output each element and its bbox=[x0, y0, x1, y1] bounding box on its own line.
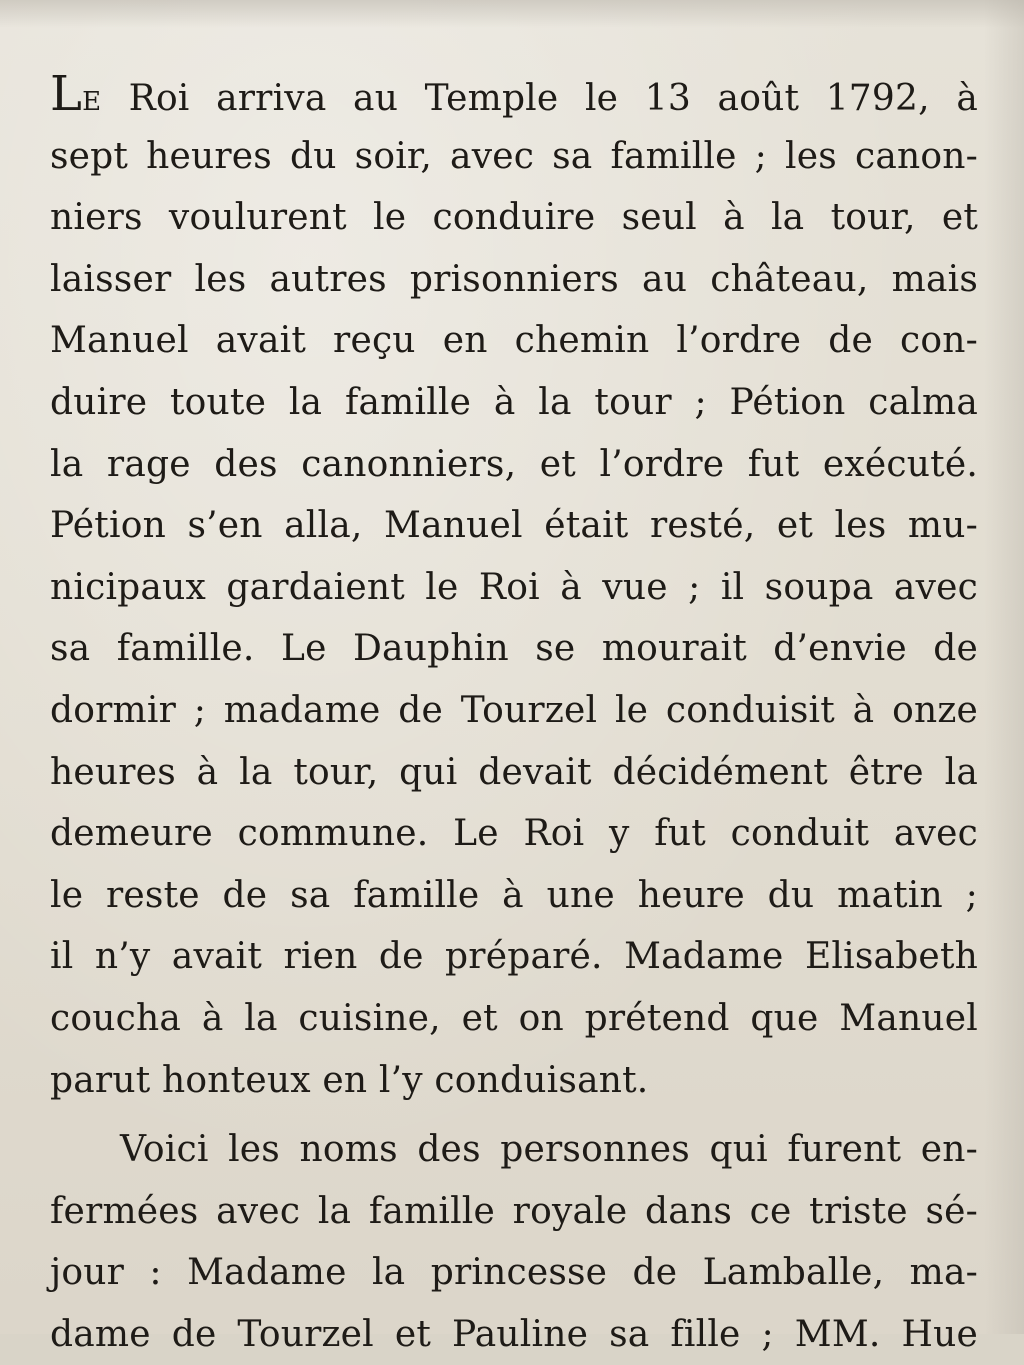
paragraph-1-line-15: il n’y avait rien de préparé. Madame Elisabeth bbox=[50, 936, 978, 978]
paragraph-1-line-6: duire toute la famille à la tour ; Pétion calma bbox=[50, 381, 978, 423]
paragraph-1-line-13: demeure commune. Le Roi y fut conduit avec bbox=[50, 813, 978, 855]
paragraph-1-line-12: heures à la tour, qui devait décidément être la bbox=[50, 751, 978, 793]
page-edge-shadow bbox=[984, 0, 1024, 1334]
paragraph-1-line-14: le reste de sa famille à une heure du matin ; bbox=[50, 874, 978, 916]
paragraph-1-line-9: nicipaux gardaient le Roi à vue ; il soupa avec bbox=[50, 566, 978, 608]
paragraph-2-line-2: fermées avec la famille royale dans ce triste sé- bbox=[50, 1190, 978, 1232]
opening-word bbox=[50, 66, 103, 122]
opening-line-rest: Roi arriva au Temple le 13 août 1792, à bbox=[102, 78, 978, 119]
paragraph-1-line-5: Manuel avait reçu en chemin l’ordre de con- bbox=[50, 320, 978, 362]
paragraph-2-line-3: jour : Madame la princesse de Lamballe, ma- bbox=[50, 1252, 978, 1294]
paragraph-2-line-4: dame de Tourzel et Pauline sa fille ; MM. Hue bbox=[50, 1313, 978, 1355]
paragraph-1-line-7: la rage des canonniers, et l’ordre fut exécuté. bbox=[50, 443, 978, 485]
paragraph-1-line-2: sept heures du soir, avec sa famille ; les canon- bbox=[50, 135, 978, 177]
paragraph-1-line-17: parut honteux en l’y conduisant. bbox=[50, 1059, 649, 1101]
paragraph-1-line-10: sa famille. Le Dauphin se mourait d’envie de bbox=[50, 628, 978, 670]
paragraph-1-line-11: dormir ; madame de Tourzel le conduisit à onze bbox=[50, 689, 978, 731]
paragraph-2-line-1: Voici les noms des personnes qui furent en- bbox=[120, 1129, 978, 1171]
paragraph-1-line-8: Pétion s’en alla, Manuel était resté, et les mu- bbox=[50, 505, 978, 547]
small-caps-letter: E bbox=[82, 87, 103, 117]
paragraph-1-line-4: laisser les autres prisonniers au château, mais bbox=[50, 258, 978, 300]
page-text bbox=[50, 64, 978, 1365]
drop-letter: L bbox=[50, 66, 83, 122]
paragraph-1-line-16: coucha à la cuisine, et on prétend que Manuel bbox=[50, 997, 978, 1039]
page-top-shadow bbox=[0, 0, 1024, 28]
paragraph-1-line-1 bbox=[50, 64, 978, 126]
paragraph-1-line-3: niers voulurent le conduire seul à la tour, et bbox=[50, 197, 978, 239]
